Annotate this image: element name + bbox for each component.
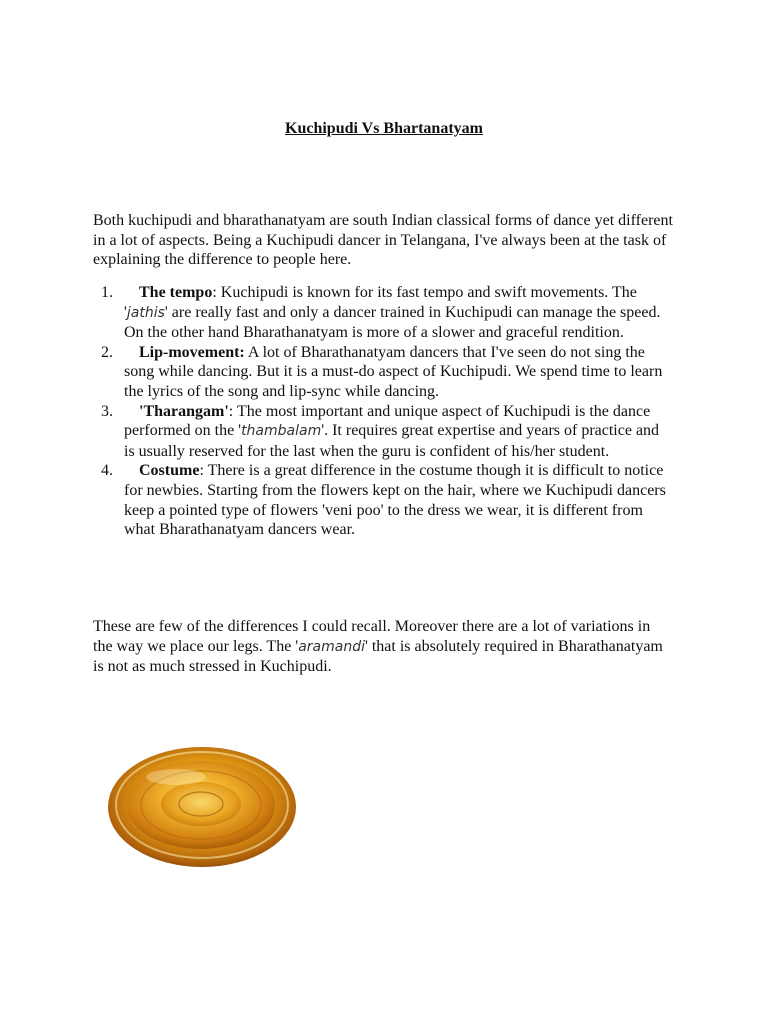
list-item-italic-term: jathis — [126, 304, 165, 321]
list-item-separator: : — [228, 402, 237, 420]
list-item — [93, 283, 673, 343]
list-item — [93, 402, 673, 462]
list-item-number: 2. — [101, 343, 113, 361]
list-item-number: 1. — [101, 284, 113, 301]
brass-plate-image — [106, 745, 298, 870]
closing-italic-term: aramandi — [298, 638, 365, 655]
list-item-term: 'Tharangam' — [139, 402, 229, 420]
intro-paragraph: Both kuchipudi and bharathanatyam are south Indian classical forms of dance yet different in a lot of aspects. Being a Kuchipudi dancer in Telangana, I've always been at the task of explaining the difference to people here. — [93, 212, 673, 269]
list-item-text: Kuchipudi is known for its fast tempo and swift movements. The ' — [124, 284, 637, 321]
list-item-term: The tempo — [139, 284, 213, 301]
list-item-text: The most important and unique aspect of Kuchipudi is the dance performed on the ' — [124, 402, 651, 440]
list-item-separator: : — [199, 462, 208, 480]
list-item — [93, 343, 673, 402]
list-item-term: Costume — [139, 462, 200, 480]
closing-text-after: ' that is absolutely required in Bharathanatyam is not as much stressed in Kuchipudi. — [93, 637, 663, 676]
list-item-italic-term: thambalam — [241, 423, 322, 440]
list-item-text-after: ' are really fast and only a dancer trained in Kuchipudi can manage the speed. On the other hand Bharathanatyam is more of a slower and graceful rendition. — [124, 303, 661, 342]
list-item-separator: : — [212, 284, 221, 301]
list-item-number: 3. — [101, 402, 113, 420]
closing-paragraph — [93, 617, 673, 677]
brass-plate-icon — [106, 745, 298, 870]
list-item — [93, 461, 673, 539]
difference-list — [93, 283, 673, 540]
closing-text: These are few of the differences I could recall. Moreover there are a lot of variations in the way we place our legs. The ' — [93, 618, 651, 655]
page-title: Kuchipudi Vs Bhartanatyam — [285, 120, 483, 137]
list-item-text: There is a great difference in the costume though it is difficult to notice for newbies. Starting from the flowers kept on the hair, where we Kuchipudi dancers keep a pointed type of flowers 'veni poo' to the dress we wear, it is different from what Bharathanatyam dancers wear. — [124, 462, 666, 539]
list-item-text: A lot of Bharathanatyam dancers that I've seen do not sing the song while dancing. But it is a must-do aspect of Kuchipudi. We spend time to learn the lyrics of the song and lip-sync while dancing. — [124, 343, 663, 400]
plate-highlight — [146, 769, 206, 785]
plate-center — [161, 782, 241, 826]
list-item-text-after: '. It requires great expertise and years of practice and is usually reserved for the last when the guru is confident of his/her student. — [124, 422, 660, 460]
list-item-term: Lip-movement: — [139, 343, 245, 361]
list-item-number: 4. — [101, 462, 113, 480]
